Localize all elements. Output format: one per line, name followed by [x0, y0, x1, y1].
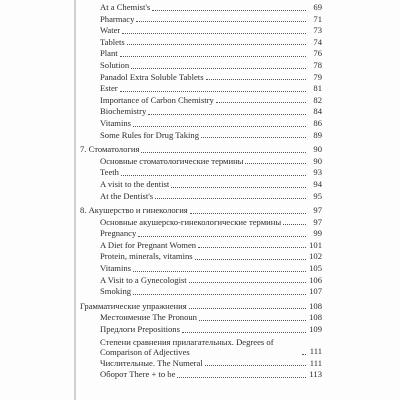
toc-entry-label: Panadol Extra Soluble Tablets	[100, 71, 204, 82]
dot-leader	[245, 163, 306, 164]
toc-entry-label: Vitamins	[100, 263, 131, 274]
toc-entry	[80, 72, 322, 84]
toc-page-number: 74	[313, 36, 322, 47]
toc-page-number: 94	[313, 178, 322, 189]
dot-leader	[120, 91, 306, 92]
dot-leader	[189, 308, 306, 309]
toc-entry	[80, 118, 322, 130]
toc-entry	[80, 83, 322, 95]
dot-leader	[127, 44, 306, 45]
toc-page-number: 90	[313, 155, 322, 166]
dot-leader	[177, 377, 306, 378]
toc-entry	[80, 324, 322, 336]
toc-page-number: 111	[309, 357, 322, 368]
dot-leader	[216, 102, 306, 103]
binding-shadow	[74, 0, 76, 400]
dot-leader	[138, 236, 306, 237]
toc-page-number: 81	[313, 83, 322, 94]
toc-entry-label: Грамматические упражнения	[80, 300, 187, 311]
dot-leader	[133, 271, 306, 272]
toc-entry	[80, 48, 322, 60]
toc-page-number: 97	[313, 216, 322, 227]
toc-entry	[80, 14, 322, 26]
dot-leader	[133, 294, 306, 295]
toc-page-number: 101	[309, 239, 322, 250]
toc-entry-label: A Visit to a Gynecologist	[100, 274, 187, 285]
toc-entry-label: Biochemistry	[100, 106, 147, 117]
toc-entry	[80, 286, 322, 298]
toc-page-number: 111	[309, 346, 322, 357]
toc-entry	[80, 312, 322, 324]
toc-entry-label: Числительные. The Numeral	[100, 357, 203, 368]
dot-leader	[122, 33, 306, 34]
toc-entry-label: Основные акушерско-гинекологические термины	[100, 216, 282, 227]
dot-leader	[195, 259, 306, 260]
toc-entry	[80, 275, 322, 287]
toc-page-number: 78	[313, 59, 322, 70]
dot-leader	[182, 332, 306, 333]
dot-leader	[121, 175, 306, 176]
toc-page-number: 109	[309, 324, 322, 335]
toc-entry	[80, 95, 322, 107]
dot-leader	[198, 247, 306, 248]
toc-page-number: 90	[313, 144, 322, 155]
toc-section-heading	[80, 144, 322, 156]
dot-leader	[155, 198, 306, 199]
toc-page-number: 106	[309, 274, 322, 285]
toc-entry	[80, 217, 322, 229]
dot-leader	[302, 354, 306, 355]
toc-entry	[80, 240, 322, 252]
toc-entry	[80, 60, 322, 72]
toc-entry-label: 7. Стоматология	[80, 144, 140, 155]
dot-leader	[189, 282, 306, 283]
toc-entry-label: A visit to the dentist	[100, 178, 170, 189]
toc-entry-label: Предлоги Prepositions	[100, 324, 180, 335]
toc-page-number: 102	[309, 251, 322, 262]
toc-entry-label: Vitamins	[100, 117, 131, 128]
toc-page-number: 97	[313, 205, 322, 216]
toc-page-number: 71	[313, 13, 322, 24]
table-of-contents	[80, 2, 322, 381]
toc-entry	[80, 167, 322, 179]
toc-entry-label: Some Rules for Drug Taking	[100, 129, 200, 140]
toc-page-number: 93	[313, 167, 322, 178]
toc-entry	[80, 156, 322, 168]
dot-leader	[120, 56, 306, 57]
toc-page-number: 105	[309, 263, 322, 274]
toc-entry-label: Pregnancy	[100, 228, 137, 239]
toc-page-number: 108	[309, 312, 322, 323]
dot-leader	[148, 114, 306, 115]
toc-page-number: 76	[313, 48, 322, 59]
toc-page-number: 86	[313, 117, 322, 128]
toc-entry-label: Pharmacy	[100, 13, 135, 24]
toc-page-number: 89	[313, 129, 322, 140]
dot-leader	[171, 187, 306, 188]
dot-leader	[201, 137, 306, 138]
toc-page-number: 108	[309, 300, 322, 311]
toc-page-number: 79	[313, 71, 322, 82]
toc-entry-label: Solution	[100, 59, 130, 70]
toc-entry	[80, 37, 322, 49]
toc-entry-label: Plant	[100, 48, 118, 59]
toc-page-number: 69	[313, 2, 322, 12]
dot-leader	[205, 365, 306, 366]
dot-leader	[131, 68, 306, 69]
toc-entry-label: Ester	[100, 83, 118, 94]
toc-section-heading	[80, 301, 322, 313]
toc-entry	[80, 263, 322, 275]
toc-page-number: 107	[309, 286, 322, 297]
toc-entry-label: Protein, minerals, vitamins	[100, 251, 193, 262]
toc-entry	[80, 25, 322, 37]
toc-entry-label: Оборот There + to be	[100, 369, 176, 380]
toc-entry	[80, 191, 322, 203]
toc-entry-label: Основные стоматологические термины	[100, 155, 244, 166]
dot-leader	[141, 152, 306, 153]
toc-entry-label: Smoking	[100, 286, 132, 297]
dot-leader	[206, 79, 306, 80]
toc-entry-label: At the Dentist's	[100, 190, 154, 201]
toc-entry-label: Tablets	[100, 36, 125, 47]
toc-entry	[80, 358, 322, 370]
toc-entry-label: 8. Акушерство и гинекология	[80, 205, 188, 216]
dot-leader	[190, 213, 306, 214]
toc-entry-label: Importance of Carbon Chemistry	[100, 94, 214, 105]
toc-page-number: 82	[313, 94, 322, 105]
toc-entry	[80, 106, 322, 118]
toc-entry-label: Water	[100, 25, 121, 36]
dot-leader	[133, 126, 306, 127]
toc-entry	[80, 2, 322, 14]
toc-entry-label: Teeth	[100, 167, 119, 178]
toc-entry	[80, 369, 322, 381]
dot-leader	[283, 224, 306, 225]
dot-leader	[136, 21, 306, 22]
toc-entry	[80, 179, 322, 191]
toc-page-number: 99	[313, 228, 322, 239]
toc-entry	[80, 336, 322, 358]
toc-section-heading	[80, 205, 322, 217]
toc-entry-label: Степени сравнения прилагательных. Degrees of Comparison of Adjectives	[100, 336, 274, 358]
dot-leader	[152, 10, 306, 11]
toc-page-number: 95	[313, 190, 322, 201]
toc-entry	[80, 251, 322, 263]
toc-entry	[80, 228, 322, 240]
toc-entry-label: A Diet for Pregnant Women	[100, 239, 197, 250]
dot-leader	[199, 320, 306, 321]
toc-page-number: 84	[313, 106, 322, 117]
toc-entry-label: Местоимение The Pronoun	[100, 312, 197, 323]
toc-entry-label: At a Chemist's	[100, 2, 151, 12]
toc-page-number: 73	[313, 25, 322, 36]
toc-page-number: 113	[309, 369, 322, 380]
toc-entry	[80, 130, 322, 142]
